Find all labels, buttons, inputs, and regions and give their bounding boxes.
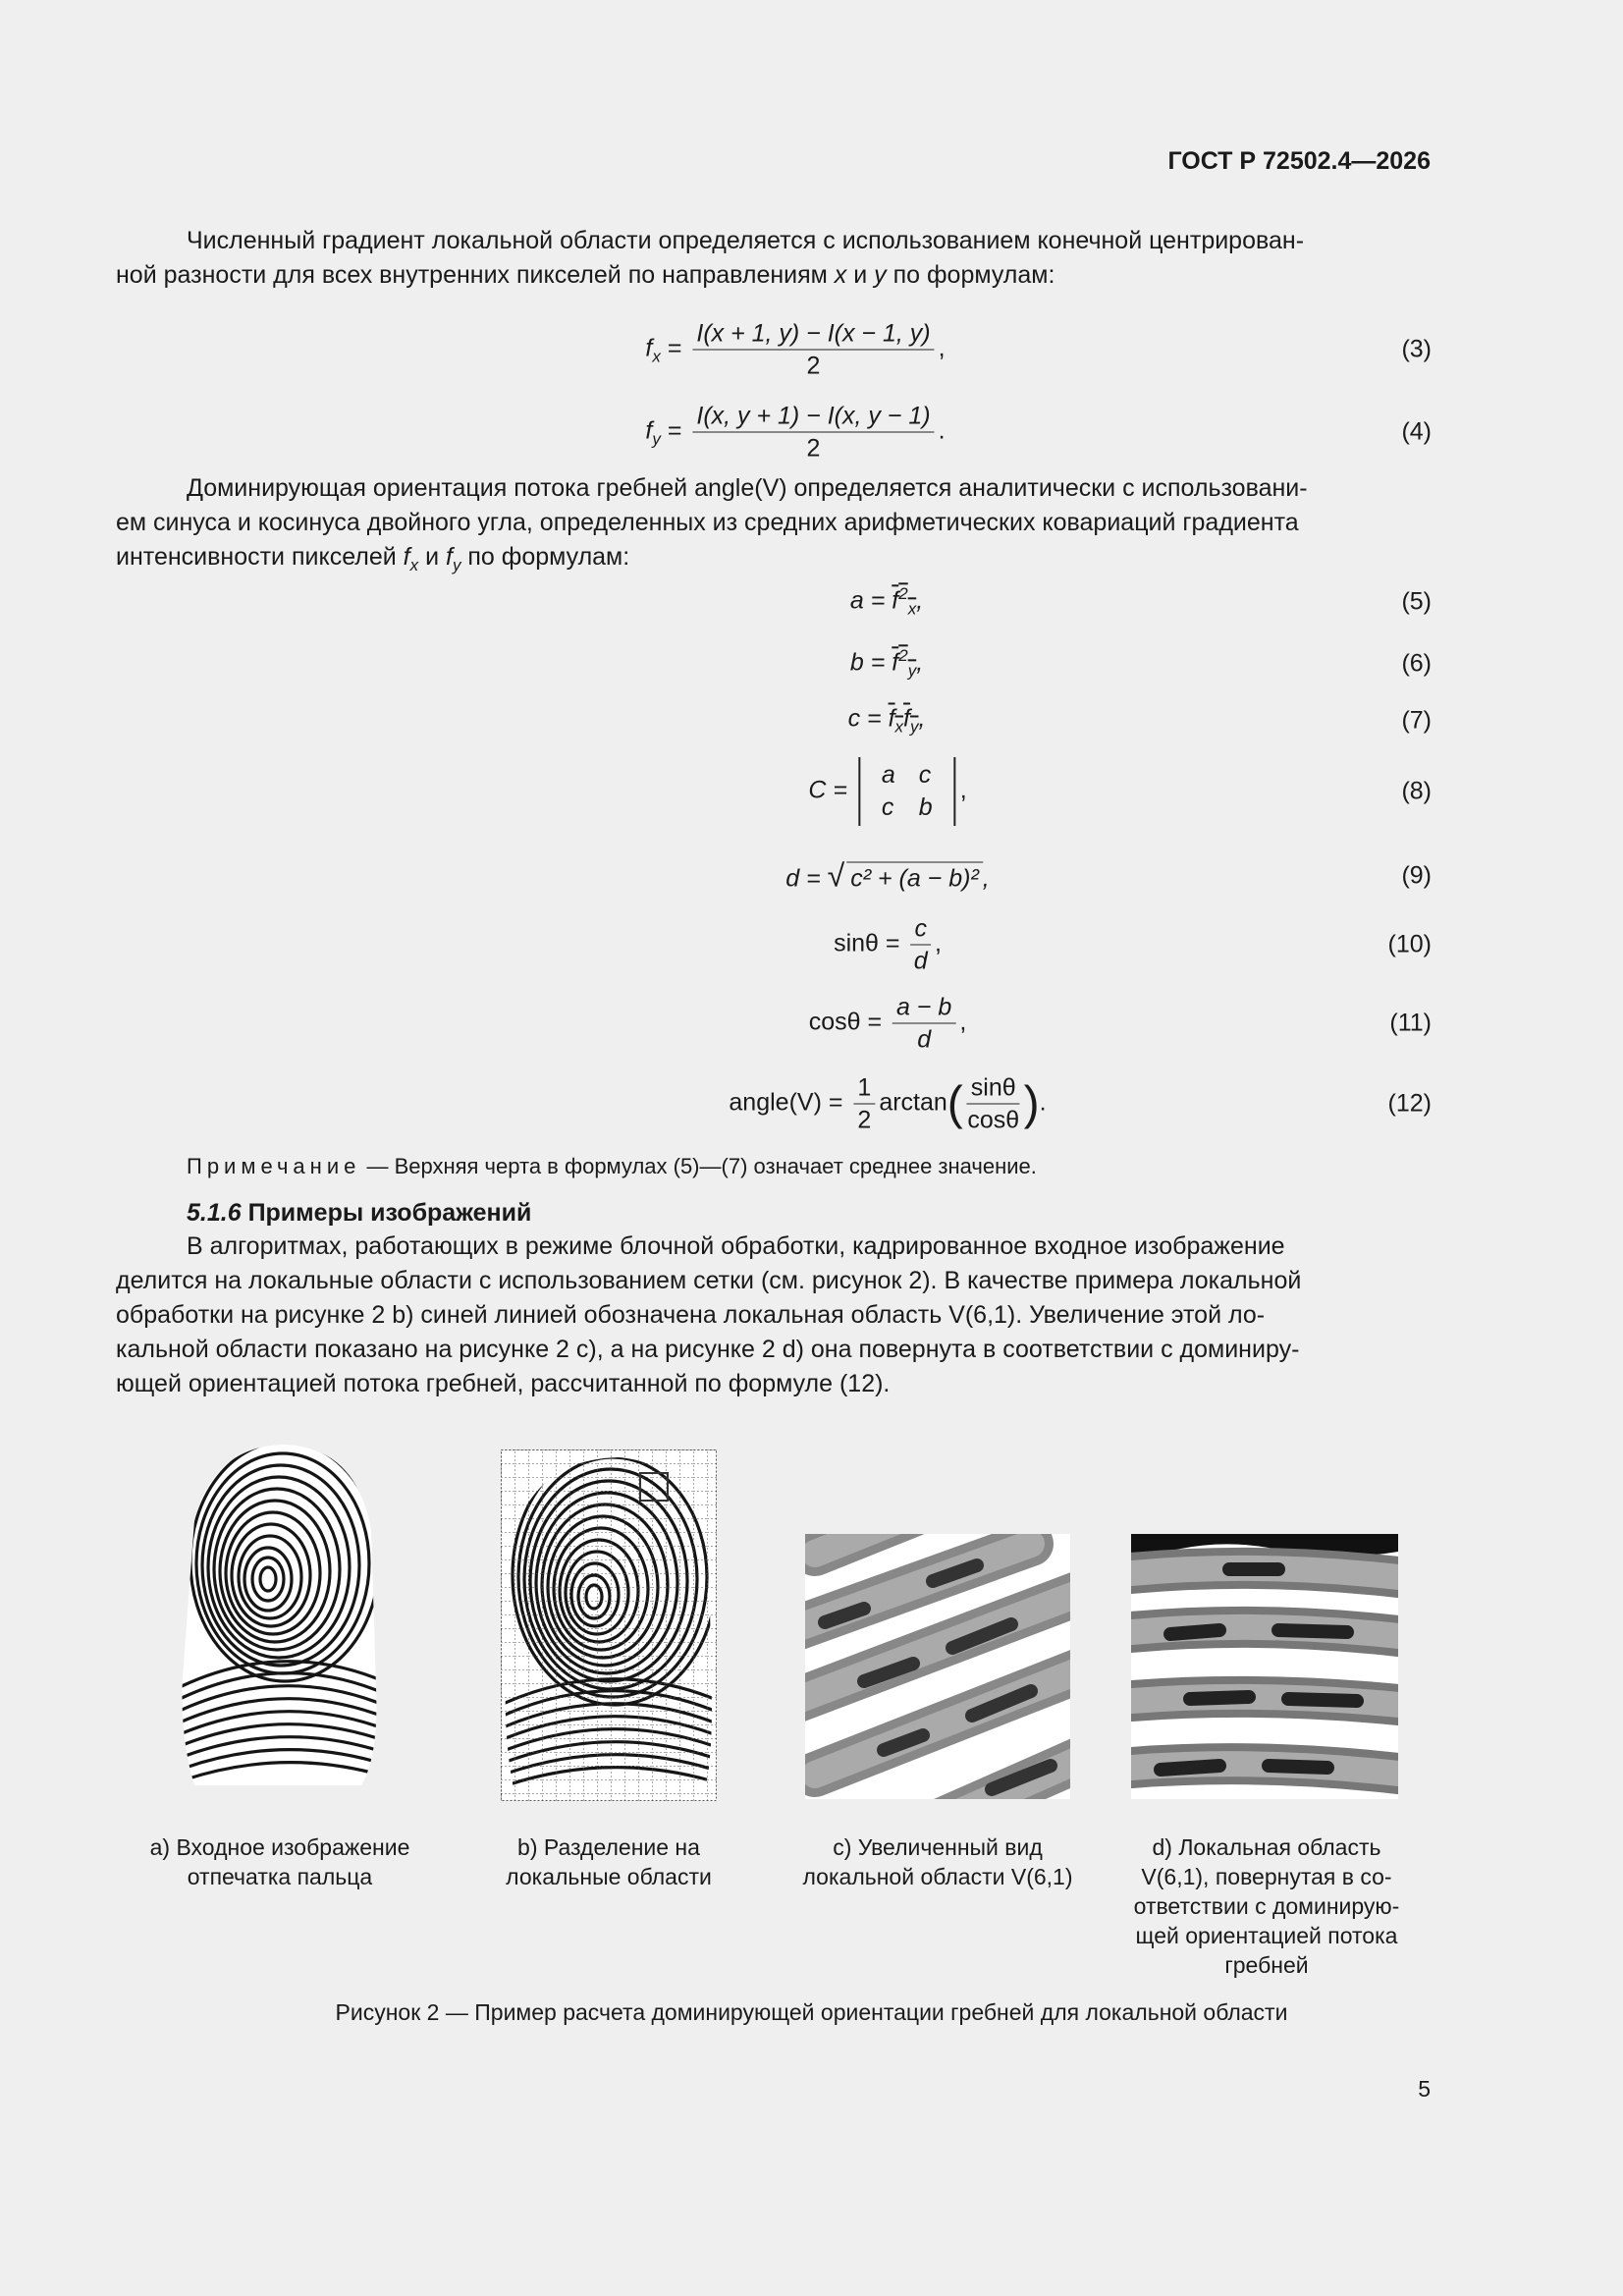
eq-matrix — [858, 757, 956, 826]
note — [187, 1154, 1037, 1179]
eq-lhs: b = — [849, 648, 893, 677]
equation-3-body: $f_x$ = $\frac{I(x + 1, y) - I(x - 1, y)}{2}$ , — [645, 319, 946, 380]
eq-trail: , — [916, 586, 924, 615]
equation-6 — [116, 634, 1432, 693]
eq-lhs: d = — [785, 864, 828, 893]
eq-numerator: 1 — [853, 1074, 875, 1105]
matrix-cell: a — [881, 761, 895, 789]
eq-lhs-sub: x — [652, 347, 661, 366]
eq-var: f — [892, 586, 899, 615]
dominant-text: интенсивности пикселей — [116, 543, 404, 571]
caption-d — [1109, 1832, 1424, 1980]
equation-number: (9) — [1401, 861, 1432, 890]
var-fy-sub: y — [452, 556, 461, 574]
equation-9-body — [785, 858, 990, 895]
note-label: Примечание — [187, 1154, 361, 1178]
eq-trail: , — [918, 704, 926, 733]
eq-trail: . — [1039, 1088, 1047, 1117]
caption-line: b) Разделение на — [517, 1834, 700, 1860]
var-fy: f — [445, 543, 453, 571]
figure-title: Рисунок 2 — Пример расчета доминирующей ориентации гребней для локальной области — [335, 1999, 1288, 2025]
eq-lhs: a = — [849, 586, 893, 615]
eq-sup: 2 — [898, 584, 908, 604]
eq-trail: , — [959, 1008, 967, 1036]
equation-number: (4) — [1401, 417, 1432, 446]
eq-trail: . — [938, 416, 946, 445]
sqrt-sign: √ — [827, 857, 845, 894]
eq-fraction — [692, 320, 934, 380]
eq-mean — [888, 704, 919, 737]
section-number: 5.1.6 — [187, 1199, 242, 1227]
eq-sub: x — [894, 717, 904, 737]
eq-var: f — [892, 648, 899, 677]
equation-12-body — [729, 1074, 1046, 1134]
equation-4 — [116, 403, 1432, 462]
equation-number: (5) — [1401, 587, 1432, 616]
var-x: x — [834, 261, 847, 289]
matrix-cell: b — [918, 793, 933, 821]
eq-denominator: 2 — [806, 434, 821, 463]
equation-11 — [116, 994, 1432, 1053]
eq-lhs: f — [645, 416, 653, 445]
eq-sup: 2 — [898, 646, 908, 666]
equation-3 — [116, 320, 1432, 379]
var-y: y — [874, 261, 887, 289]
section-heading — [187, 1199, 531, 1228]
caption-line: a) Входное изображение — [149, 1834, 410, 1860]
fingerprint-grid-image — [501, 1449, 717, 1801]
intro-text: по формулам: — [886, 261, 1055, 289]
paren-open: ( — [947, 1077, 963, 1130]
equation-number: (6) — [1401, 649, 1432, 678]
caption-line: локальные области — [506, 1864, 712, 1889]
equation-number: (10) — [1387, 930, 1432, 958]
eq-lhs: f — [645, 334, 653, 362]
intro-line-2 — [116, 258, 1432, 293]
eq-fraction — [910, 915, 931, 975]
dominant-line-2: ем синуса и косинуса двойного угла, определенных из средних арифметических ковариаций градиента — [116, 509, 1299, 536]
caption-line: c) Увеличенный вид — [833, 1834, 1043, 1860]
equation-number: (8) — [1401, 777, 1432, 805]
caption-line: отпечатка пальца — [187, 1864, 373, 1889]
eq-denominator: 2 — [857, 1106, 872, 1134]
equation-7 — [116, 691, 1432, 750]
caption-line: V(6,1), повернутая в со- — [1141, 1864, 1392, 1889]
eq-sub: x — [907, 599, 917, 619]
dominant-text: по формулам: — [460, 543, 630, 571]
section-paragraph — [116, 1230, 1432, 1401]
eq-denominator: d — [913, 947, 928, 975]
paren-close: ) — [1023, 1077, 1040, 1130]
rotated-region-image — [1131, 1534, 1398, 1799]
intro-paragraph — [116, 224, 1432, 293]
section-line-4: кальной области показано на рисунке 2 c), а на рисунке 2 d) она повернута в соответствии с доминиру- — [116, 1336, 1300, 1363]
eq-fraction — [893, 994, 955, 1054]
intro-line-1: Численный градиент локальной области определяется с использованием конечной центрирован- — [187, 227, 1305, 254]
matrix-cell: c — [918, 761, 932, 789]
eq-trail: , — [938, 334, 946, 362]
equation-number: (3) — [1401, 335, 1432, 363]
equation-8-body — [808, 757, 966, 826]
eq-lhs: C = — [808, 776, 854, 804]
caption-line: d) Локальная область — [1152, 1834, 1381, 1860]
eq-mean — [892, 584, 917, 619]
eq-mean — [892, 646, 917, 681]
note-text: — Верхняя черта в формулах (5)—(7) означает среднее значение. — [360, 1154, 1037, 1178]
page-number: 5 — [1418, 2076, 1431, 2102]
intro-text: и — [846, 261, 875, 289]
var-fx: f — [403, 543, 410, 571]
eq-sub: y — [907, 661, 917, 681]
equation-8 — [116, 762, 1432, 821]
section-line-5: ющей ориентацией потока гребней, рассчитанной по формуле (12). — [116, 1370, 891, 1397]
equation-number: (12) — [1387, 1089, 1432, 1118]
eq-denominator: d — [917, 1025, 932, 1054]
equation-9 — [116, 847, 1432, 905]
section-line-3: обработки на рисунке 2 b) синей линией обозначена локальная область V(6,1). Увеличение этой ло- — [116, 1301, 1266, 1329]
eq-trail: , — [982, 864, 990, 893]
eq-lhs: cosθ = — [808, 1008, 890, 1036]
intro-text: ной разности для всех внутренних пикселей по направлениям — [116, 261, 835, 289]
eq-fraction — [967, 1074, 1020, 1134]
eq-numerator: a − b — [893, 994, 955, 1024]
equation-6-body — [850, 646, 923, 681]
eq-function: arctan — [879, 1088, 947, 1117]
eq-numerator: sinθ — [967, 1074, 1020, 1105]
dominant-paragraph — [116, 471, 1432, 582]
eq-radicand: c² + (a − b)² — [846, 862, 983, 894]
eq-numerator: I(x, y + 1) − I(x, y − 1) — [692, 403, 934, 433]
caption-line: ответствии с доминирую- — [1133, 1893, 1400, 1919]
equation-10 — [116, 915, 1432, 974]
dominant-text: и — [418, 543, 446, 571]
equation-5-body — [850, 584, 923, 619]
eq-numerator: I(x + 1, y) − I(x − 1, y) — [692, 320, 934, 351]
var-fx-sub: x — [409, 556, 419, 574]
eq-trail: , — [916, 648, 924, 677]
eq-lhs: c = — [847, 704, 889, 733]
eq-sub: y — [909, 717, 919, 737]
fingerprint-image — [175, 1442, 386, 1791]
caption-line: локальной области V(6,1) — [802, 1864, 1073, 1889]
caption-line: щей ориентацией потока — [1135, 1923, 1398, 1948]
eq-trail: , — [934, 929, 942, 957]
eq-lhs: angle(V) = — [729, 1088, 850, 1117]
eq-var: f — [903, 704, 910, 733]
eq-numerator: c — [910, 915, 931, 946]
eq-lhs-sub: y — [652, 429, 661, 449]
equation-11-body — [809, 994, 967, 1054]
dominant-line-1: Доминирующая ориентация потока гребней angle(V) определяется аналитически с использовани- — [187, 474, 1308, 502]
caption-line: гребней — [1224, 1952, 1309, 1978]
eq-var: f — [888, 704, 895, 733]
document-header: ГОСТ Р 72502.4—2026 — [1167, 147, 1431, 175]
equation-number: (7) — [1401, 706, 1432, 735]
caption-a — [128, 1832, 432, 1891]
eq-denominator: cosθ — [967, 1106, 1020, 1134]
section-title: Примеры изображений — [247, 1199, 532, 1227]
matrix-cell: c — [881, 793, 894, 821]
caption-c — [776, 1832, 1100, 1891]
equation-12 — [116, 1074, 1432, 1133]
equation-number: (11) — [1389, 1009, 1432, 1037]
equation-7-body — [848, 705, 926, 738]
eq-trail: , — [959, 776, 967, 804]
eq-coefficient — [853, 1074, 875, 1134]
caption-b — [461, 1832, 756, 1891]
equation-4-body: $f_y$ = $\frac{I(x, y + 1) - I(x, y - 1)}{2}$ . — [645, 402, 946, 463]
eq-lhs: sinθ = — [834, 929, 907, 957]
eq-denominator: 2 — [806, 352, 821, 380]
equation-5 — [116, 573, 1432, 631]
magnified-region-image — [805, 1534, 1070, 1799]
eq-fraction — [692, 403, 934, 463]
section-line-1: В алгоритмах, работающих в режиме блочной обработки, кадрированное входное изображение — [187, 1232, 1285, 1260]
section-line-2: делится на локальные области с использованием сетки (см. рисунок 2). В качестве примера локальной — [116, 1267, 1302, 1294]
equation-10-body — [834, 915, 942, 975]
